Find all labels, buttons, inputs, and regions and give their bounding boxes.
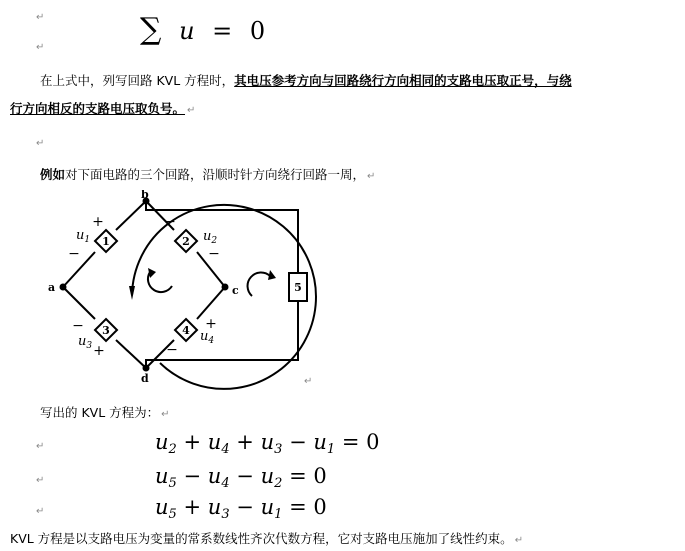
element-4-label: 4	[182, 324, 190, 337]
element-3-label: 3	[102, 324, 110, 337]
intro-rule-line1: 其电压参考方向与回路绕行方向相同的支路电压取正号，与绕	[234, 73, 572, 88]
element-1-label: 1	[102, 235, 110, 248]
loop-right-arrow	[248, 273, 270, 296]
node-d-label: d	[141, 372, 149, 385]
svg-text:+: +	[93, 343, 105, 359]
conclusion-line: KVL 方程是以支路电压为变量的常系数线性齐次代数方程，它对支路电压施加了线性约束。 ↵	[10, 531, 524, 546]
svg-text:−: −	[164, 214, 176, 230]
return-mark: ↵	[304, 376, 313, 387]
return-mark: ↵	[36, 12, 45, 23]
return-mark: ↵	[36, 138, 45, 149]
return-mark: ↵	[36, 42, 45, 53]
kvl-equation-2: $u_5 - u_4 - u_2 = 0$	[155, 464, 327, 491]
voltage-u1: $u_1$	[76, 228, 91, 245]
example-lead: 例如	[40, 167, 66, 182]
kvl-written-label: 写出的 KVL 方程为： ↵	[40, 405, 170, 420]
return-mark: ↵	[187, 105, 196, 116]
return-mark: ↵	[36, 506, 45, 517]
example-line	[40, 165, 375, 183]
svg-text:−: −	[68, 246, 80, 262]
voltage-u4: $u_4$	[200, 329, 215, 346]
return-mark: ↵	[367, 171, 376, 182]
svg-text:−: −	[208, 246, 220, 262]
svg-text:+: +	[92, 214, 104, 230]
return-mark: ↵	[36, 475, 45, 486]
voltage-u2: $u_2$	[203, 229, 218, 246]
return-mark: ↵	[36, 441, 45, 452]
element-5-label: 5	[294, 281, 302, 294]
node-a-label: a	[48, 281, 56, 294]
kvl-equation-1: $u_2 + u_4 + u_3 - u_1 = 0$	[155, 430, 380, 457]
intro-prefix: 在上式中，列写回路 KVL 方程时，	[40, 73, 235, 88]
svg-text:−: −	[166, 342, 178, 358]
node-b-label: b	[141, 190, 149, 201]
intro-paragraph	[10, 70, 670, 122]
circuit-diagram	[0, 190, 685, 390]
kvl-sum-formula: ∑ u = 0	[140, 12, 266, 47]
kvl-equation-3: $u_5 + u_3 - u_1 = 0$	[155, 495, 327, 522]
element-2-label: 2	[182, 235, 190, 248]
voltage-u3: $u_3$	[78, 334, 93, 351]
node-c-label: c	[232, 284, 239, 297]
example-text: 对下面电路的三个回路，沿顺时针方向绕行回路一周，	[65, 167, 366, 182]
intro-rule-line2: 行方向相反的支路电压取负号。	[10, 101, 186, 116]
svg-text:+: +	[205, 316, 217, 332]
svg-text:−: −	[72, 318, 84, 334]
